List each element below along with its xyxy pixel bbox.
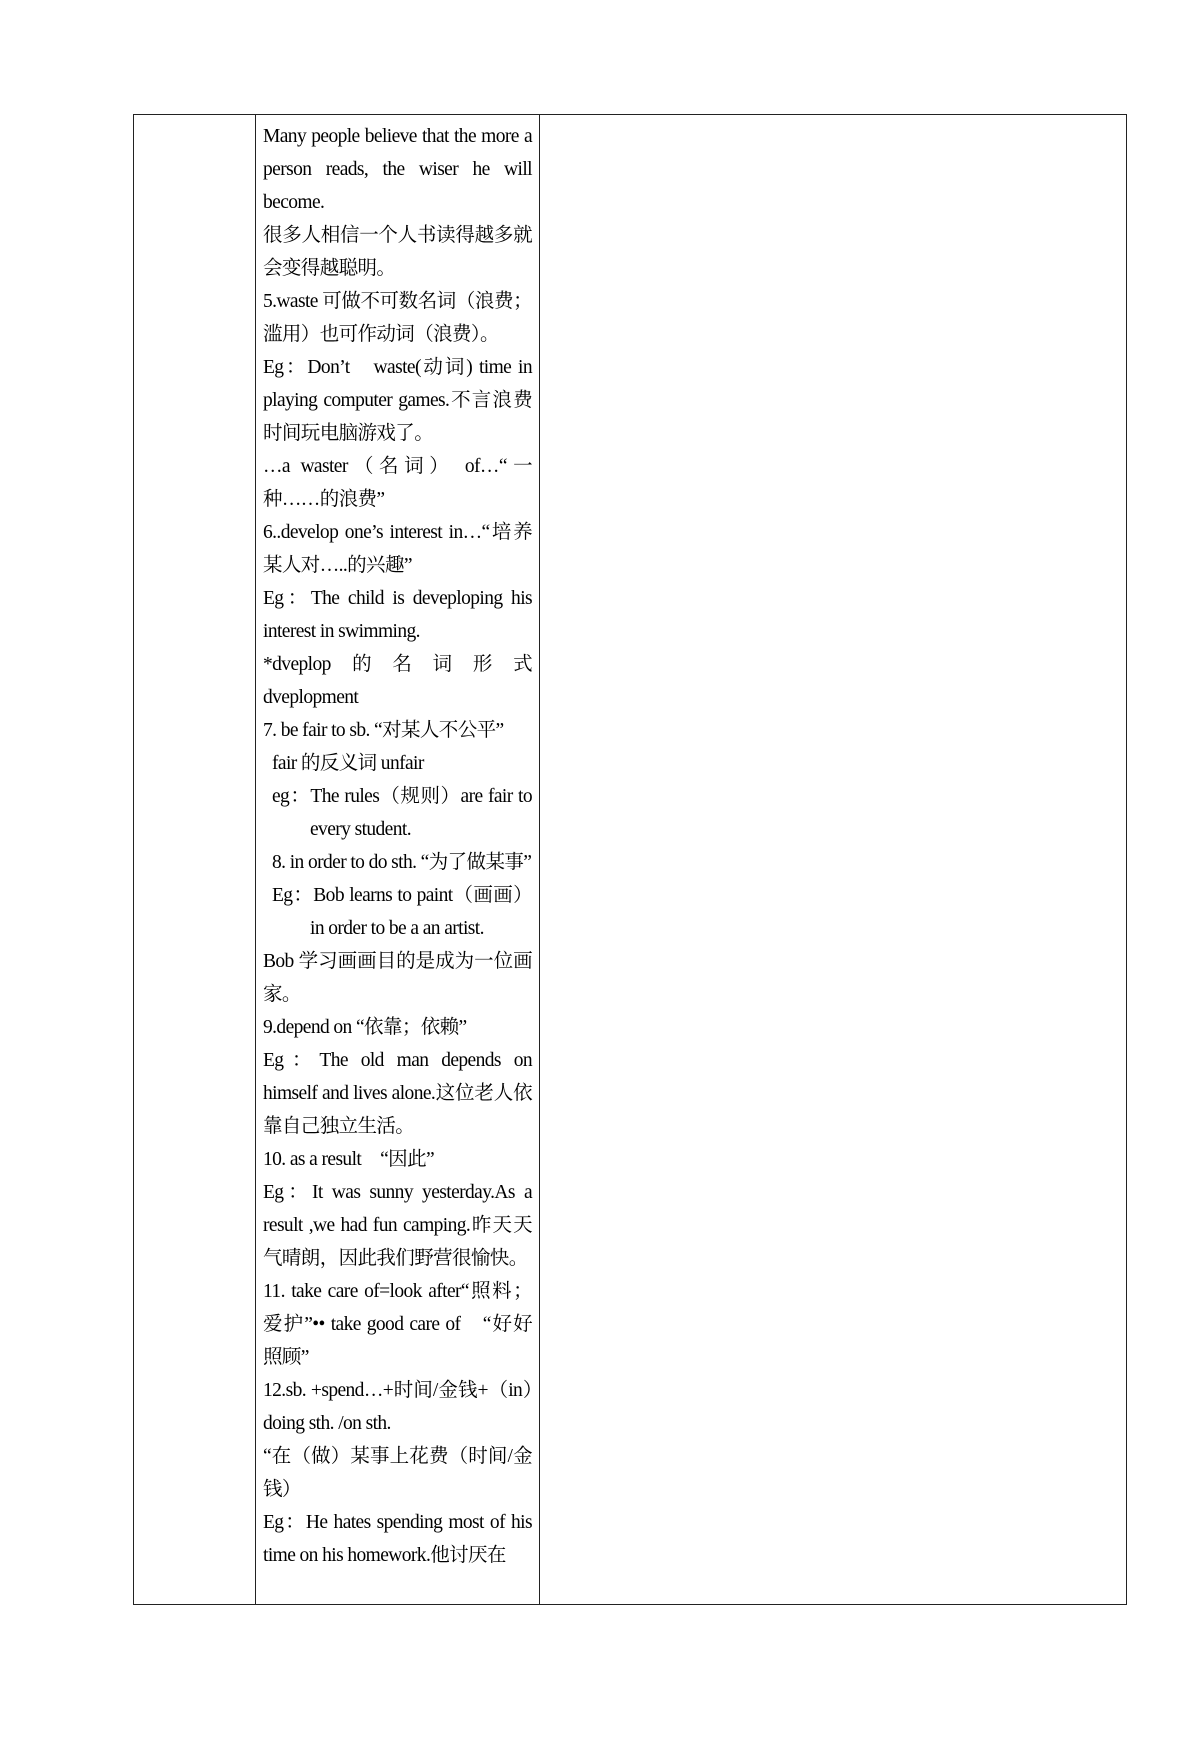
note-paragraph: 11. take care of=look after“照料；爱护”•• take good care of “好好照顾” (263, 1281, 532, 1368)
lesson-table (133, 114, 1127, 1605)
note-paragraph: *dveplop 的 名 词 形 式 dveplopment (263, 654, 532, 708)
note-paragraph: 6..develop one’s interest in…“培养某人对…..的兴趣” (263, 522, 532, 576)
note-paragraph: eg：The rules（规则）are fair to every student. (272, 786, 532, 840)
note-paragraph: 7. be fair to sb. “对某人不公平” (263, 720, 504, 741)
note-paragraph: Eg：The child is deveploping his interest in swimming. (263, 588, 532, 642)
note-paragraph: …a waster（名词） of…“一种……的浪费” (263, 456, 532, 510)
note-paragraph: 12.sb. +spend…+时间/金钱+（in）doing sth. /on sth. (263, 1380, 532, 1434)
note-paragraph: Eg：The old man depends on himself and lives alone.这位老人依靠自己独立生活。 (263, 1050, 532, 1137)
note-paragraph: fair 的反义词 unfair (272, 753, 424, 774)
note-paragraph: 很多人相信一个人书读得越多就会变得越聪明。 (263, 225, 532, 279)
note-paragraph: Bob 学习画画目的是成为一位画家。 (263, 951, 532, 1005)
note-paragraph: Eg：He hates spending most of his time on his homework.他讨厌在 (263, 1512, 532, 1566)
note-paragraph: Many people believe that the more a person reads, the wiser he will become. (263, 126, 532, 213)
note-paragraph: 8. in order to do sth. “为了做某事” (272, 852, 532, 873)
notes-content (263, 120, 532, 1572)
note-paragraph: Eg：Bob learns to paint（画画）in order to be a an artist. (272, 885, 532, 939)
note-paragraph: 9.depend on “依靠；依赖” (263, 1017, 467, 1038)
note-paragraph: 10. as a result “因此” (263, 1149, 435, 1170)
table-right-column (540, 115, 1126, 1604)
table-notes-column (255, 115, 540, 1604)
note-paragraph: Eg：It was sunny yesterday.As a result ,we had fun camping.昨天天气晴朗，因此我们野营很愉快。 (263, 1182, 532, 1269)
note-paragraph: Eg：Don’t waste(动词) time in playing computer games.不言浪费时间玩电脑游戏了。 (263, 357, 532, 444)
note-paragraph: 5.waste 可做不可数名词（浪费；滥用）也可作动词（浪费）。 (263, 291, 532, 345)
table-left-column (134, 115, 256, 1604)
note-paragraph: “在（做）某事上花费（时间/金钱） (263, 1446, 532, 1500)
